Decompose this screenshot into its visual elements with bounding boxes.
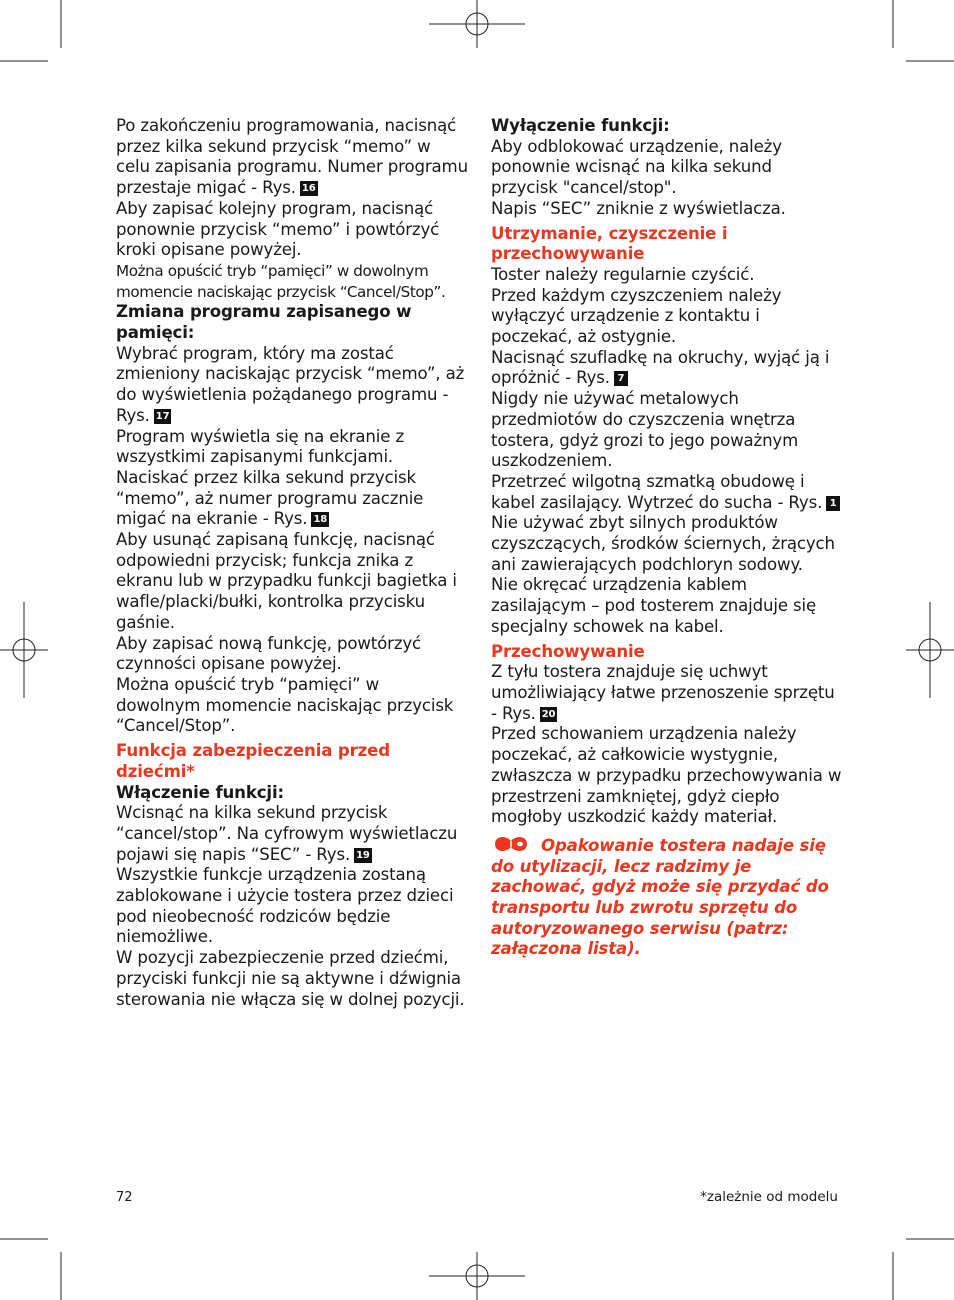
- paragraph: Aby zapisać kolejny program, nacisnąć ponownie przycisk “memo” i powtórzyć kroki opisane powyżej.: [116, 198, 440, 260]
- paragraph: Nigdy nie używać metalowych przedmiotów do czyszczenia wnętrza tostera, gdyż grozi to jego poważnym uszkodzeniem.: [491, 389, 799, 471]
- paragraph: Nacisnąć szufladkę na okruchy, wyjąć ją i opróżnić - Rys. 7: [491, 347, 830, 388]
- paragraph: Można opuścić tryb “pamięci” w dowolnym momencie naciskając przycisk “Cancel/Stop”.: [116, 674, 454, 736]
- recycle-icon: [491, 834, 531, 854]
- figure-ref: 19: [356, 849, 370, 861]
- paragraph: Przed każdym czyszczeniem należy wyłączyć urządzenie z kontaktu i poczekać, aż ostygnie.: [491, 285, 782, 347]
- paragraph: W pozycji zabezpieczenie przed dziećmi, przyciski funkcji nie są aktywne i dźwignia sterowania nie włącza się w dolnej pozycji.: [116, 948, 465, 1009]
- paragraph: Z tyłu tostera znajduje się uchwyt umożliwiający łatwe przenoszenie sprzętu - Rys. 20: [491, 662, 835, 723]
- paragraph: Nie okręcać urządzenia kablem zasilającym – pod tosterem znajduje się specjalny schowek na kabel.: [491, 575, 817, 636]
- registration-mark-icon: [906, 602, 954, 698]
- registration-mark-icon: [429, 0, 525, 48]
- paragraph: Program wyświetla się na ekranie z wszystkimi zapisanymi funkcjami.: [116, 426, 405, 467]
- paragraph: Można opuścić tryb “pamięci” w dowolnym momencie naciskając przycisk “Cancel/Stop”.: [116, 261, 446, 301]
- subsection-heading: Wyłączenie funkcji:: [491, 116, 670, 135]
- registration-mark-icon: [429, 1252, 525, 1300]
- paragraph: Po zakończeniu programowania, nacisnąć przez kilka sekund przycisk “memo” w celu zapisania programu. Numer programu przestaje migać - Rys. 16: [116, 116, 468, 198]
- paragraph: Toster należy regularnie czyścić.: [491, 264, 755, 284]
- figure-ref: 1: [826, 496, 840, 511]
- paragraph: Napis “SEC” zniknie z wyświetlacza.: [491, 198, 786, 218]
- section-heading: Zmiana programu zapisanego w pamięci:: [116, 302, 412, 343]
- paragraph: Aby usunąć zapisaną funkcję, nacisnąć odpowiedni przycisk; funkcja znika z ekranu lub w przypadku funkcji bagietka i wafle/placki/bułki, kontrolka przycisku gaśnie.: [116, 530, 457, 632]
- right-column: [491, 116, 843, 960]
- page-number: 72: [116, 1190, 133, 1205]
- paragraph: Nie używać zbyt silnych produktów czyszczących, środków ściernych, żrących ani zawierających podchloryn sodowy.: [491, 513, 835, 574]
- paragraph: Aby odblokować urządzenie, należy ponownie wcisnąć na kilka sekund przycisk "cancel/stop".: [491, 136, 782, 198]
- figure-ref: 7: [614, 371, 628, 386]
- figure-ref: 18: [313, 514, 328, 526]
- section-heading: Funkcja zabezpieczenia przed dziećmi*: [116, 741, 391, 781]
- paragraph: Aby zapisać nową funkcję, powtórzyć czynności opisane powyżej.: [116, 633, 422, 674]
- section-heading: Przechowywanie: [491, 641, 645, 661]
- registration-mark-icon: [0, 602, 48, 698]
- paragraph: Wcisnąć na kilka sekund przycisk “cancel/stop”. Na cyfrowym wyświetlaczu pojawi się napis “SEC” - Rys. 19: [116, 803, 458, 864]
- paragraph: Przetrzeć wilgotną szmatką obudowę i kabel zasilający. Wytrzeć do sucha - Rys. 1: [491, 472, 843, 513]
- figure-ref: 17: [155, 410, 170, 422]
- paragraph: Naciskać przez kilka sekund przycisk “memo”, aż numer programu zacznie migać na ekranie - Rys. 18: [116, 467, 424, 529]
- left-column: [116, 116, 468, 1010]
- paragraph: Wybrać program, który ma zostać zmieniony naciskając przycisk “memo”, aż do wyświetlenia pożądanego programu - Rys. 17: [116, 343, 465, 425]
- footnote: *zależnie od modelu: [700, 1189, 838, 1205]
- section-heading: Utrzymanie, czyszczenie i przechowywanie: [491, 223, 728, 264]
- paragraph: Wszystkie funkcje urządzenia zostaną zablokowane i użycie tostera przez dzieci pod nieobecność rodziców będzie niemożliwe.: [116, 865, 454, 947]
- subsection-heading: Włączenie funkcji:: [116, 782, 284, 802]
- figure-ref: 20: [541, 708, 556, 720]
- paragraph: Przed schowaniem urządzenia należy poczekać, aż całkowicie wystygnie, zwłaszcza w przypadku przechowywania w przestrzeni zamkniętej, gdyż ciepło mogłoby uszkodzić każdy materiał.: [491, 724, 842, 827]
- environment-note: Opakowanie tostera nadaje się do utylizacji, lecz radzimy je zachować, gdyż może się przydać do transportu lub zwrotu sprzętu do autoryzowanego serwisu (patrz: załączona lista).: [491, 835, 829, 959]
- figure-ref: 16: [301, 183, 316, 195]
